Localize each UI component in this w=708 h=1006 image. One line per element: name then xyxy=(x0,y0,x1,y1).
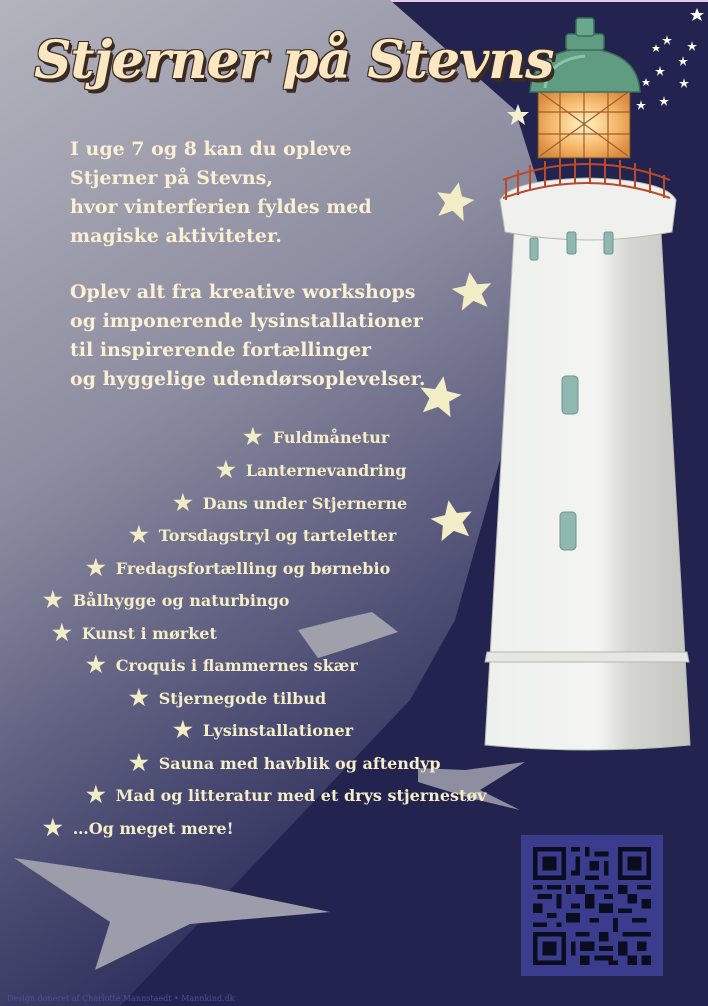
activity-label: Kunst i mørket xyxy=(81,623,217,643)
intro-line: Oplev alt fra kreative workshops xyxy=(70,281,416,303)
activity-label: Fredagsfortælling og børnebio xyxy=(115,558,391,578)
activity-item xyxy=(173,719,353,741)
star-icon: ★ xyxy=(43,815,63,841)
activity-item xyxy=(129,524,396,546)
intro-line: Stjerner på Stevns, xyxy=(70,167,273,189)
activity-label: Stjernegode tilbud xyxy=(158,688,327,708)
intro-paragraph xyxy=(70,135,372,251)
activity-label: Croquis i flammernes skær xyxy=(115,655,358,675)
page-title: Stjerner på Stevns xyxy=(34,30,554,91)
qr-code-icon xyxy=(533,847,651,965)
activity-label: Lysinstallationer xyxy=(202,720,354,740)
star-icon: ★ xyxy=(216,457,236,483)
activity-item xyxy=(129,752,441,774)
star-icon: ★ xyxy=(243,424,263,450)
star-icon: ★ xyxy=(43,587,63,613)
activity-item xyxy=(216,459,407,481)
star-icon: ★ xyxy=(52,620,72,646)
star-icon: ★ xyxy=(173,717,193,743)
activity-label: Torsdagstryl og tarteletter xyxy=(158,525,397,545)
activity-item xyxy=(86,557,390,579)
star-icon: ★ xyxy=(86,652,106,678)
activity-item xyxy=(43,589,289,611)
star-icon: ★ xyxy=(86,555,106,581)
activity-label: …Og meget mere! xyxy=(72,818,234,838)
activity-label: Mad og litteratur med et drys stjernestøv xyxy=(115,785,487,805)
activity-item xyxy=(129,687,326,709)
intro-line: og hyggelige udendørsoplevelser. xyxy=(70,368,426,390)
activity-item xyxy=(43,817,234,839)
intro-line: og imponerende lysinstallationer xyxy=(70,310,423,332)
activity-label: Lanternevandring xyxy=(245,460,407,480)
activity-label: Dans under Stjernerne xyxy=(202,493,408,513)
activity-label: Sauna med havblik og aftendyp xyxy=(158,753,441,773)
star-icon: ★ xyxy=(129,750,149,776)
activity-item xyxy=(86,784,486,806)
activity-item xyxy=(243,426,389,448)
star-icon: ★ xyxy=(129,685,149,711)
intro-line: I uge 7 og 8 kan du opleve xyxy=(70,138,352,160)
activity-label: Fuldmånetur xyxy=(272,427,390,447)
star-icon: ★ xyxy=(86,782,106,808)
star-icon: ★ xyxy=(129,522,149,548)
footer-credit: Design doneret af Charlotte Mannstaedt • Mannkind.dk xyxy=(7,994,235,1003)
activity-item xyxy=(173,492,407,514)
intro-line: til inspirerende fortællinger xyxy=(70,339,372,361)
activity-label: Bålhygge og naturbingo xyxy=(72,590,290,610)
star-icon: ★ xyxy=(173,490,193,516)
intro-line: hvor vinterferien fyldes med xyxy=(70,196,372,218)
activity-item xyxy=(86,654,358,676)
intro-paragraph-2 xyxy=(70,278,425,394)
activity-item xyxy=(52,622,217,644)
qr-code[interactable] xyxy=(521,835,663,976)
intro-line: magiske aktiviteter. xyxy=(70,225,282,247)
